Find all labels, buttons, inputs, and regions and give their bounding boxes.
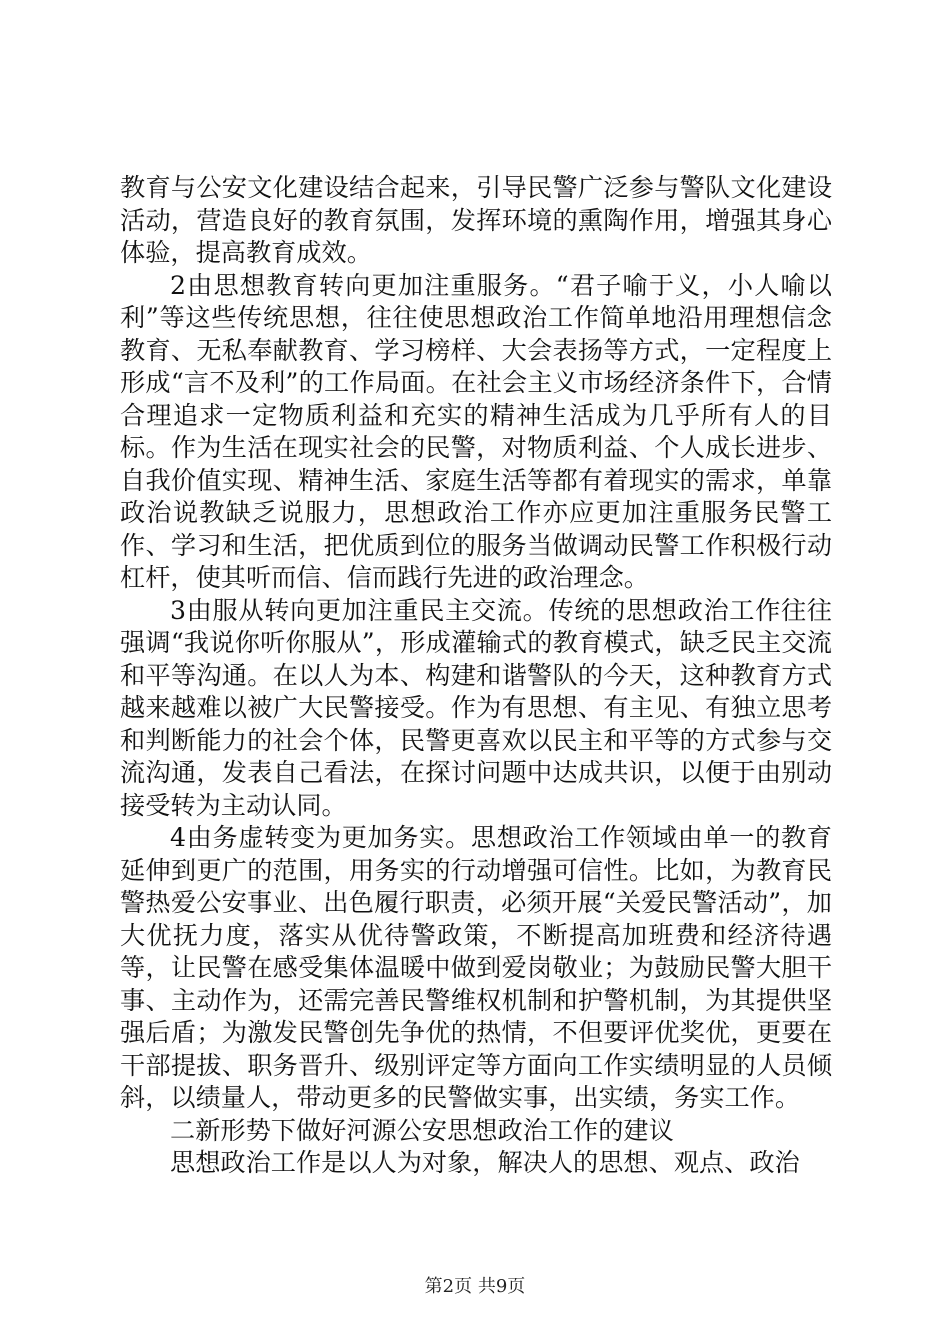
paragraph-continuation: 教育与公安文化建设结合起来，引导民警广泛参与警队文化建设活动，营造良好的教育氛围，发挥环境的熏陶作用，增强其身心体验，提高教育成效。 [120, 173, 832, 267]
paragraph-item-4: 4由务虚转变为更加务实。思想政治工作领域由单一的教育延伸到更广的范围，用务实的行动增强可信性。比如，为教育民警热爱公安事业、出色履行职责，必须开展“关爱民警活动”，加大优抚力度，落实从优待警政策，不断提高加班费和经济待遇等，让民警在感受集体温暖中做到爱岗敬业；为鼓励民警大胆干事、主动作为，还需完善民警维权机制和护警机制，为其提供坚强后盾；为激发民警创先争优的热情，不但要评优奖优，更要在干部提拔、职务晋升、级别评定等方面向工作实绩明显的人员倾斜，以绩量人，带动更多的民警做实事，出实绩，务实工作。 [120, 823, 832, 1112]
paragraph-section-intro: 思想政治工作是以人为对象，解决人的思想、观点、政治 [170, 1148, 800, 1177]
section-heading: 二新形势下做好河源公安思想政治工作的建议 [170, 1115, 674, 1145]
paragraph-item-3: 3由服从转向更加注重民主交流。传统的思想政治工作往往强调“我说你听你服从”，形成灌输式的教育模式，缺乏民主交流和平等沟通。在以人为本、构建和谐警队的今天，这种教育方式越来越难以被广大民警接受。作为有思想、有主见、有独立思考和判断能力的社会个体，民警更喜欢以民主和平等的方式参与交流沟通，发表自己看法，在探讨问题中达成共识，以便于由别动接受转为主动认同。 [120, 595, 832, 820]
page-number-footer: 第2页 共9页 [424, 1276, 526, 1297]
paragraph-item-2: 2由思想教育转向更加注重服务。“君子喻于义，小人喻以利”等这些传统思想，往往使思想政治工作简单地沿用理想信念教育、无私奉献教育、学习榜样、大会表扬等方式，一定程度上形成“言不及利”的工作局面。在社会主义市场经济条件下，合情合理追求一定物质利益和充实的精神生活成为几乎所有人的目标。作为生活在现实社会的民警，对物质利益、个人成长进步、自我价值实现、精神生活、家庭生活等都有着现实的需求，单靠政治说教缺乏说服力，思想政治工作亦应更加注重服务民警工作、学习和生活，把优质到位的服务当做调动民警工作积极行动杠杆，使其听而信、信而践行先进的政治理念。 [120, 270, 832, 592]
document-body [120, 172, 832, 1180]
